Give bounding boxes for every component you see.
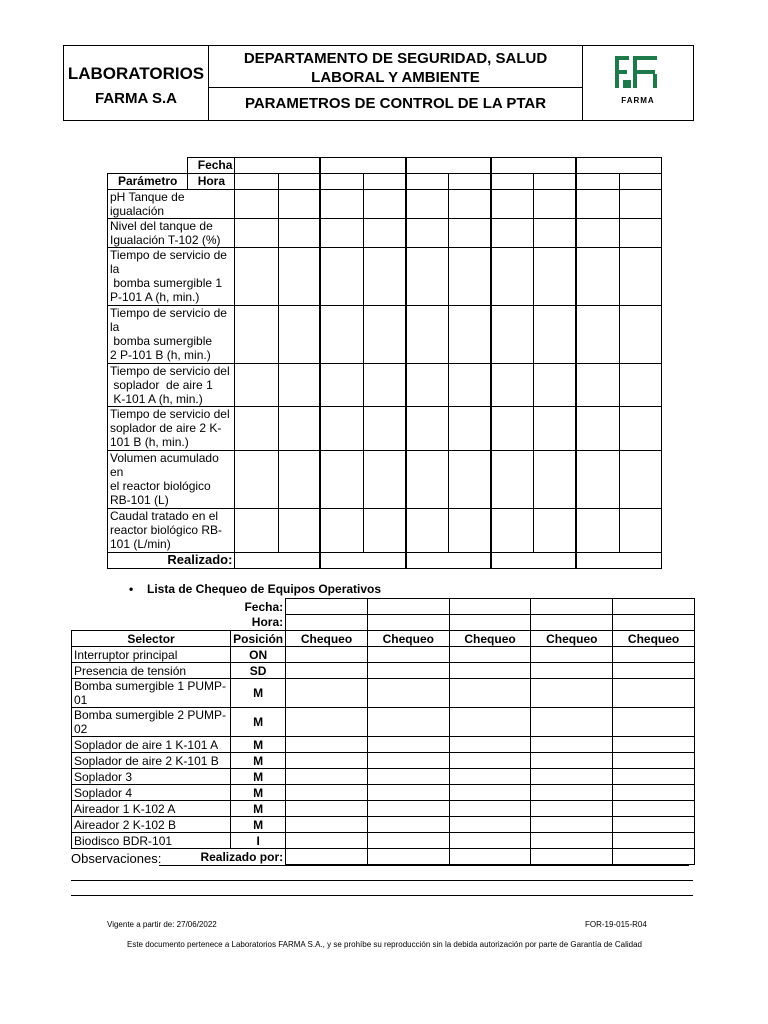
value-cell[interactable]	[406, 451, 449, 509]
value-cell[interactable]	[576, 219, 619, 248]
chequeo-cell[interactable]	[531, 785, 613, 801]
realizado-cell[interactable]	[320, 553, 405, 569]
value-cell[interactable]	[363, 364, 405, 407]
realizado-cell[interactable]	[576, 553, 661, 569]
chequeo-cell[interactable]	[449, 708, 531, 737]
fecha-cell[interactable]	[320, 158, 405, 174]
selector-header: Selector	[72, 631, 231, 647]
chequeo-header: Chequeo	[449, 631, 531, 647]
realizado-cell[interactable]	[531, 849, 613, 865]
selector-name: Soplador 4	[72, 785, 231, 801]
checklist-row	[72, 647, 695, 663]
posicion-value: M	[231, 769, 286, 785]
chequeo-cell[interactable]	[367, 679, 449, 708]
value-cell[interactable]	[278, 248, 320, 306]
department-title: DEPARTAMENTO DE SEGURIDAD, SALUD LABORAL Y AMBIENTE	[243, 50, 548, 86]
value-cell[interactable]	[363, 509, 405, 553]
chequeo-cell[interactable]	[531, 737, 613, 753]
chequeo-cell[interactable]	[613, 708, 695, 737]
value-cell[interactable]	[576, 451, 619, 509]
value-cell[interactable]	[534, 190, 576, 219]
posicion-value: M	[231, 737, 286, 753]
vigente-date: Vigente a partir de: 27/06/2022	[107, 920, 217, 929]
value-cell[interactable]	[235, 248, 278, 306]
value-cell[interactable]	[406, 190, 449, 219]
value-cell[interactable]	[320, 219, 363, 248]
chequeo-cell[interactable]	[449, 785, 531, 801]
chequeo-cell[interactable]	[367, 817, 449, 833]
fecha-cell[interactable]	[491, 158, 576, 174]
parameter-row	[108, 219, 662, 248]
hora-cell[interactable]	[491, 174, 534, 190]
logo-text: FARMA	[621, 96, 655, 105]
chequeo-cell[interactable]	[367, 833, 449, 849]
chequeo-cell[interactable]	[286, 708, 368, 737]
value-cell[interactable]	[534, 451, 576, 509]
value-cell[interactable]	[449, 306, 491, 364]
document-title: PARAMETROS DE CONTROL DE LA PTAR	[244, 95, 547, 112]
selector-name: Aireador 2 K-102 B	[72, 817, 231, 833]
value-cell[interactable]	[619, 190, 661, 219]
posicion-value: I	[231, 833, 286, 849]
chequeo-cell[interactable]	[531, 679, 613, 708]
hora-cell[interactable]	[576, 174, 619, 190]
chequeo-cell[interactable]	[449, 679, 531, 708]
value-cell[interactable]	[406, 407, 449, 451]
parameter-row	[108, 306, 662, 364]
posicion-value: M	[231, 785, 286, 801]
selector-name: Biodisco BDR-101	[72, 833, 231, 849]
fecha-cell[interactable]	[613, 599, 695, 615]
value-cell[interactable]	[491, 509, 534, 553]
fecha-cell[interactable]	[406, 158, 491, 174]
fecha-cell[interactable]	[449, 599, 531, 615]
farma-logo-icon	[583, 46, 693, 120]
value-cell[interactable]	[363, 248, 405, 306]
chequeo-cell[interactable]	[367, 769, 449, 785]
checklist-row	[72, 833, 695, 849]
chequeo-header: Chequeo	[531, 631, 613, 647]
hora-cell[interactable]	[534, 174, 576, 190]
selector-name: Soplador de aire 1 K-101 A	[72, 737, 231, 753]
selector-name: Bomba sumergible 2 PUMP-02	[72, 708, 231, 737]
company-name-cell	[64, 46, 209, 120]
chequeo-cell[interactable]	[286, 817, 368, 833]
chequeo-cell[interactable]	[531, 708, 613, 737]
posicion-value: M	[231, 817, 286, 833]
value-cell[interactable]	[363, 219, 405, 248]
chequeo-header: Chequeo	[286, 631, 368, 647]
parameter-label: Tiempo de servicio de la bomba sumergible 2 P-101 B (h, min.)	[108, 306, 235, 364]
value-cell[interactable]	[235, 509, 278, 553]
value-cell[interactable]	[491, 451, 534, 509]
checklist-heading	[129, 582, 381, 596]
value-cell[interactable]	[576, 190, 619, 219]
posicion-value: M	[231, 753, 286, 769]
value-cell[interactable]	[449, 509, 491, 553]
value-cell[interactable]	[534, 219, 576, 248]
hora-cell[interactable]	[449, 174, 491, 190]
checklist-title: Lista de Chequeo de Equipos Operativos	[147, 582, 382, 596]
checklist-row	[72, 663, 695, 679]
value-cell[interactable]	[619, 219, 661, 248]
form-code: FOR-19-015-R04	[585, 920, 647, 929]
observaciones-label: Observaciones:	[71, 851, 162, 866]
chequeo-cell[interactable]	[367, 753, 449, 769]
value-cell[interactable]	[278, 219, 320, 248]
posicion-value: M	[231, 708, 286, 737]
value-cell[interactable]	[406, 509, 449, 553]
value-cell[interactable]	[278, 451, 320, 509]
chequeo-cell[interactable]	[286, 769, 368, 785]
value-cell[interactable]	[320, 248, 363, 306]
fecha-cell[interactable]	[286, 599, 368, 615]
chequeo-cell[interactable]	[531, 663, 613, 679]
hora-label: Hora:	[251, 615, 284, 630]
value-cell[interactable]	[491, 219, 534, 248]
value-cell[interactable]	[320, 364, 363, 407]
value-cell[interactable]	[235, 306, 278, 364]
value-cell[interactable]	[619, 248, 661, 306]
value-cell[interactable]	[449, 219, 491, 248]
parameter-row	[108, 451, 662, 509]
realizado-por-label: Realizado por:	[200, 849, 284, 864]
chequeo-cell[interactable]	[449, 769, 531, 785]
checklist-row	[72, 679, 695, 708]
parameter-label: Nivel del tanque de Igualación T-102 (%)	[108, 219, 235, 248]
chequeo-cell[interactable]	[367, 801, 449, 817]
realizado-cell[interactable]	[286, 849, 368, 865]
checklist-row	[72, 801, 695, 817]
value-cell[interactable]	[619, 364, 661, 407]
value-cell[interactable]	[406, 306, 449, 364]
parameter-label: Tiempo de servicio del soplador de aire 1 K-101 A (h, min.)	[108, 364, 235, 407]
chequeo-cell[interactable]	[367, 663, 449, 679]
chequeo-cell[interactable]	[613, 817, 695, 833]
checklist-rows	[72, 647, 695, 849]
value-cell[interactable]	[534, 509, 576, 553]
parametro-label: Parámetro	[108, 174, 188, 190]
chequeo-cell[interactable]	[367, 647, 449, 663]
parameter-rows	[108, 190, 662, 553]
selector-name: Presencia de tensión	[72, 663, 231, 679]
parameter-row	[108, 407, 662, 451]
chequeo-cell[interactable]	[613, 785, 695, 801]
document-header	[63, 45, 694, 121]
value-cell[interactable]	[576, 364, 619, 407]
chequeo-cell[interactable]	[613, 801, 695, 817]
chequeo-cell[interactable]	[613, 647, 695, 663]
chequeo-header: Chequeo	[613, 631, 695, 647]
value-cell[interactable]	[320, 451, 363, 509]
value-cell[interactable]	[534, 306, 576, 364]
value-cell[interactable]	[534, 407, 576, 451]
value-cell[interactable]	[278, 407, 320, 451]
chequeo-cell[interactable]	[286, 785, 368, 801]
value-cell[interactable]	[534, 364, 576, 407]
fecha-cell[interactable]	[576, 158, 661, 174]
chequeo-cell[interactable]	[286, 679, 368, 708]
parameters-table	[107, 157, 662, 569]
posicion-header: Posición	[231, 631, 286, 647]
realizado-cell[interactable]	[491, 553, 576, 569]
fecha-cell[interactable]	[367, 599, 449, 615]
realizado-cell[interactable]	[449, 849, 531, 865]
observaciones-line[interactable]	[71, 880, 693, 881]
posicion-value: M	[231, 801, 286, 817]
realizado-cell[interactable]	[235, 553, 320, 569]
value-cell[interactable]	[278, 509, 320, 553]
chequeo-cell[interactable]	[286, 801, 368, 817]
observaciones-line[interactable]	[71, 895, 693, 896]
value-cell[interactable]	[406, 219, 449, 248]
fecha-cell[interactable]	[235, 158, 320, 174]
value-cell[interactable]	[278, 190, 320, 219]
posicion-value: ON	[231, 647, 286, 663]
value-cell[interactable]	[576, 407, 619, 451]
chequeo-cell[interactable]	[613, 753, 695, 769]
hora-cell[interactable]	[363, 174, 405, 190]
value-cell[interactable]	[320, 190, 363, 219]
checklist-row	[72, 737, 695, 753]
title-divider	[209, 87, 582, 88]
selector-name: Bomba sumergible 1 PUMP-01	[72, 679, 231, 708]
value-cell[interactable]	[491, 248, 534, 306]
chequeo-cell[interactable]	[286, 833, 368, 849]
chequeo-cell[interactable]	[286, 737, 368, 753]
chequeo-cell[interactable]	[367, 737, 449, 753]
hora-cell[interactable]	[235, 174, 278, 190]
parameter-label: Tiempo de servicio de la bomba sumergible 1 P-101 A (h, min.)	[108, 248, 235, 306]
value-cell[interactable]	[491, 407, 534, 451]
parameter-label: Tiempo de servicio del soplador de aire 2 K-101 B (h, min.)	[108, 407, 235, 451]
copyright-notice: Este documento pertenece a Laboratorios FARMA S.A., y se prohíbe su reproducción sin la debida autorización por parte de Garantía de Calidad	[127, 940, 642, 949]
selector-name: Soplador 3	[72, 769, 231, 785]
value-cell[interactable]	[235, 407, 278, 451]
chequeo-cell[interactable]	[531, 801, 613, 817]
chequeo-cell[interactable]	[613, 833, 695, 849]
hora-cell[interactable]	[367, 615, 449, 631]
hora-cell[interactable]	[449, 615, 531, 631]
value-cell[interactable]	[491, 306, 534, 364]
value-cell[interactable]	[576, 248, 619, 306]
hora-label: Hora	[188, 174, 235, 190]
chequeo-cell[interactable]	[613, 679, 695, 708]
hora-cell[interactable]	[278, 174, 320, 190]
value-cell[interactable]	[491, 190, 534, 219]
checklist-row	[72, 769, 695, 785]
value-cell[interactable]	[449, 190, 491, 219]
company-line1: LABORATORIOS	[67, 64, 205, 83]
checklist-row	[72, 708, 695, 737]
chequeo-cell[interactable]	[449, 801, 531, 817]
chequeo-cell[interactable]	[449, 817, 531, 833]
parameter-label: Volumen acumulado en el reactor biológico RB-101 (L)	[108, 451, 235, 509]
chequeo-cell[interactable]	[531, 753, 613, 769]
value-cell[interactable]	[576, 509, 619, 553]
chequeo-cell[interactable]	[286, 647, 368, 663]
value-cell[interactable]	[534, 248, 576, 306]
title-cell	[209, 46, 583, 120]
fecha-label: Fecha:	[244, 599, 284, 614]
value-cell[interactable]	[619, 407, 661, 451]
fecha-cell[interactable]	[531, 599, 613, 615]
value-cell[interactable]	[449, 248, 491, 306]
value-cell[interactable]	[406, 248, 449, 306]
value-cell[interactable]	[406, 364, 449, 407]
hora-cell[interactable]	[406, 174, 449, 190]
selector-name: Aireador 1 K-102 A	[72, 801, 231, 817]
chequeo-cell[interactable]	[531, 833, 613, 849]
hora-cell[interactable]	[320, 174, 363, 190]
chequeo-cell[interactable]	[449, 753, 531, 769]
value-cell[interactable]	[363, 451, 405, 509]
bullet-icon: •	[129, 582, 134, 596]
chequeo-cell[interactable]	[613, 737, 695, 753]
hora-cell[interactable]	[613, 615, 695, 631]
parameter-row	[108, 364, 662, 407]
checklist-row	[72, 753, 695, 769]
chequeo-cell[interactable]	[286, 753, 368, 769]
selector-name: Interruptor principal	[72, 647, 231, 663]
realizado-cell[interactable]	[367, 849, 449, 865]
chequeo-cell[interactable]	[449, 737, 531, 753]
realizado-cell[interactable]	[406, 553, 491, 569]
value-cell[interactable]	[363, 306, 405, 364]
chequeo-cell[interactable]	[367, 785, 449, 801]
value-cell[interactable]	[449, 364, 491, 407]
checklist-row	[72, 817, 695, 833]
chequeo-cell[interactable]	[613, 663, 695, 679]
chequeo-cell[interactable]	[286, 663, 368, 679]
value-cell[interactable]	[320, 509, 363, 553]
checklist-row	[72, 785, 695, 801]
hora-cell[interactable]	[286, 615, 368, 631]
posicion-value: M	[231, 679, 286, 708]
fecha-label: Fecha	[188, 158, 235, 174]
company-line2: FARMA S.A	[95, 90, 177, 107]
value-cell[interactable]	[278, 364, 320, 407]
chequeo-cell[interactable]	[449, 647, 531, 663]
chequeo-cell[interactable]	[449, 663, 531, 679]
parameter-label: pH Tanque de igualación	[108, 190, 235, 219]
observaciones-line[interactable]	[159, 865, 689, 866]
value-cell[interactable]	[278, 306, 320, 364]
value-cell[interactable]	[619, 306, 661, 364]
value-cell[interactable]	[235, 190, 278, 219]
realizado-cell[interactable]	[613, 849, 695, 865]
value-cell[interactable]	[449, 451, 491, 509]
selector-name: Soplador de aire 2 K-101 B	[72, 753, 231, 769]
realizado-label: Realizado:	[108, 553, 235, 569]
posicion-value: SD	[231, 663, 286, 679]
parameter-row	[108, 248, 662, 306]
value-cell[interactable]	[363, 190, 405, 219]
value-cell[interactable]	[449, 407, 491, 451]
farma-logo	[583, 46, 693, 120]
chequeo-cell[interactable]	[449, 833, 531, 849]
parameter-row	[108, 190, 662, 219]
hora-cell[interactable]	[619, 174, 661, 190]
value-cell[interactable]	[491, 364, 534, 407]
chequeo-cell[interactable]	[613, 769, 695, 785]
value-cell[interactable]	[320, 407, 363, 451]
chequeo-cell[interactable]	[367, 708, 449, 737]
value-cell[interactable]	[576, 306, 619, 364]
chequeo-cell[interactable]	[531, 769, 613, 785]
chequeo-cell[interactable]	[531, 647, 613, 663]
chequeo-header: Chequeo	[367, 631, 449, 647]
hora-cell[interactable]	[531, 615, 613, 631]
value-cell[interactable]	[320, 306, 363, 364]
value-cell[interactable]	[235, 219, 278, 248]
parameter-row	[108, 509, 662, 553]
value-cell[interactable]	[235, 451, 278, 509]
value-cell[interactable]	[235, 364, 278, 407]
chequeo-cell[interactable]	[531, 817, 613, 833]
value-cell[interactable]	[619, 451, 661, 509]
parameter-label: Caudal tratado en el reactor biológico RB-101 (L/min)	[108, 509, 235, 553]
value-cell[interactable]	[363, 407, 405, 451]
checklist-table	[71, 598, 695, 865]
value-cell[interactable]	[619, 509, 661, 553]
